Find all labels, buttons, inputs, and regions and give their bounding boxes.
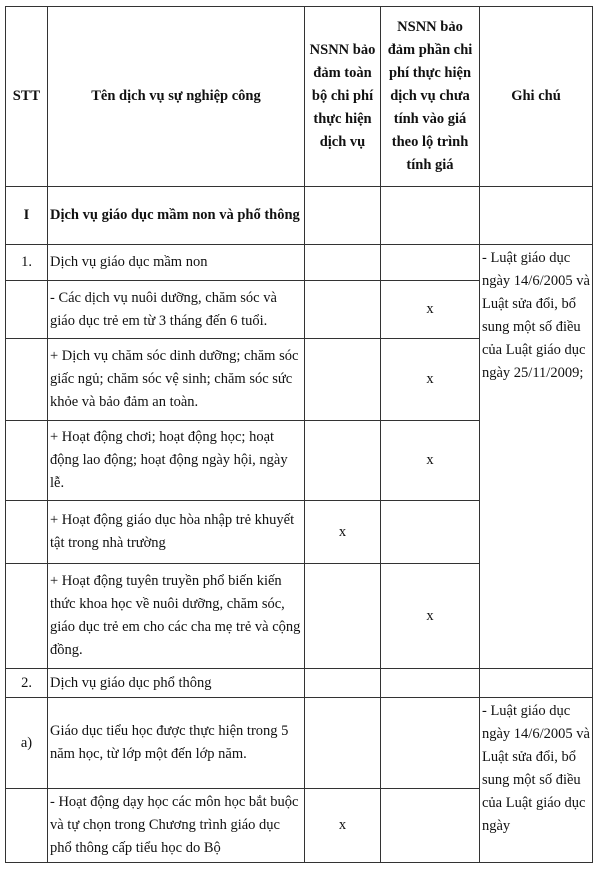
header-row [6,7,593,187]
row-full-mark [305,669,381,698]
row-note [480,669,593,698]
table-row [6,698,593,789]
table-row [6,669,593,698]
row-partial-mark [381,669,480,698]
row-stt: 1. [6,245,48,281]
row-stt [6,789,48,863]
row-full-mark: x [305,501,381,564]
row-partial-mark: x [381,281,480,339]
row-stt: a) [6,698,48,789]
row-service-name: Dịch vụ giáo dục phổ thông [48,669,305,698]
row-full-mark [305,564,381,669]
row-stt [6,564,48,669]
row-note [480,187,593,245]
row-service-name: Dịch vụ giáo dục mầm non [48,245,305,281]
row-full-mark [305,187,381,245]
row-full-mark [305,245,381,281]
row-stt: I [6,187,48,245]
row-partial-mark [381,698,480,789]
row-service-name: + Hoạt động tuyên truyền phổ biến kiến thức khoa học về nuôi dưỡng, chăm sóc, giáo dục trẻ em cho các cha mẹ trẻ và cộng đồng. [48,564,305,669]
header-note: Ghi chú [480,7,593,187]
row-service-name: Giáo dục tiểu học được thực hiện trong 5 năm học, từ lớp một đến lớp năm. [48,698,305,789]
row-partial-mark: x [381,339,480,421]
row-stt: 2. [6,669,48,698]
row-full-mark [305,281,381,339]
row-partial-mark: x [381,421,480,501]
header-full-funding: NSNN bảo đảm toàn bộ chi phí thực hiện dịch vụ [305,7,381,187]
row-stt [6,501,48,564]
row-service-name: + Dịch vụ chăm sóc dinh dưỡng; chăm sóc giấc ngủ; chăm sóc vệ sinh; chăm sóc sức khỏe và bảo đảm an toàn. [48,339,305,421]
row-stt [6,421,48,501]
row-full-mark [305,339,381,421]
note-preschool-law: - Luật giáo dục ngày 14/6/2005 và Luật sửa đổi, bổ sung một số điều của Luật giáo dục ngày 25/11/2009; [480,245,593,669]
header-partial-funding: NSNN bảo đảm phần chi phí thực hiện dịch vụ chưa tính vào giá theo lộ trình tính giá [381,7,480,187]
row-service-name: + Hoạt động giáo dục hòa nhập trẻ khuyết tật trong nhà trường [48,501,305,564]
row-partial-mark [381,187,480,245]
row-service-name: Dịch vụ giáo dục mầm non và phổ thông [48,187,305,245]
row-service-name: - Hoạt động dạy học các môn học bắt buộc và tự chọn trong Chương trình giáo dục phổ thông cấp tiểu học do Bộ [48,789,305,863]
note-primary-law: - Luật giáo dục ngày 14/6/2005 và Luật sửa đổi, bổ sung một số điều của Luật giáo dục ngày [480,698,593,863]
row-full-mark [305,421,381,501]
row-partial-mark [381,245,480,281]
services-table [5,6,593,863]
row-partial-mark [381,789,480,863]
header-stt: STT [6,7,48,187]
row-stt [6,339,48,421]
header-service-name: Tên dịch vụ sự nghiệp công [48,7,305,187]
row-service-name: - Các dịch vụ nuôi dưỡng, chăm sóc và giáo dục trẻ em từ 3 tháng đến 6 tuổi. [48,281,305,339]
row-stt [6,281,48,339]
row-full-mark: x [305,789,381,863]
row-partial-mark [381,501,480,564]
table-row [6,245,593,281]
row-full-mark [305,698,381,789]
row-service-name: + Hoạt động chơi; hoạt động học; hoạt động lao động; hoạt động ngày hội, ngày lễ. [48,421,305,501]
row-partial-mark: x [381,564,480,669]
table-row [6,187,593,245]
